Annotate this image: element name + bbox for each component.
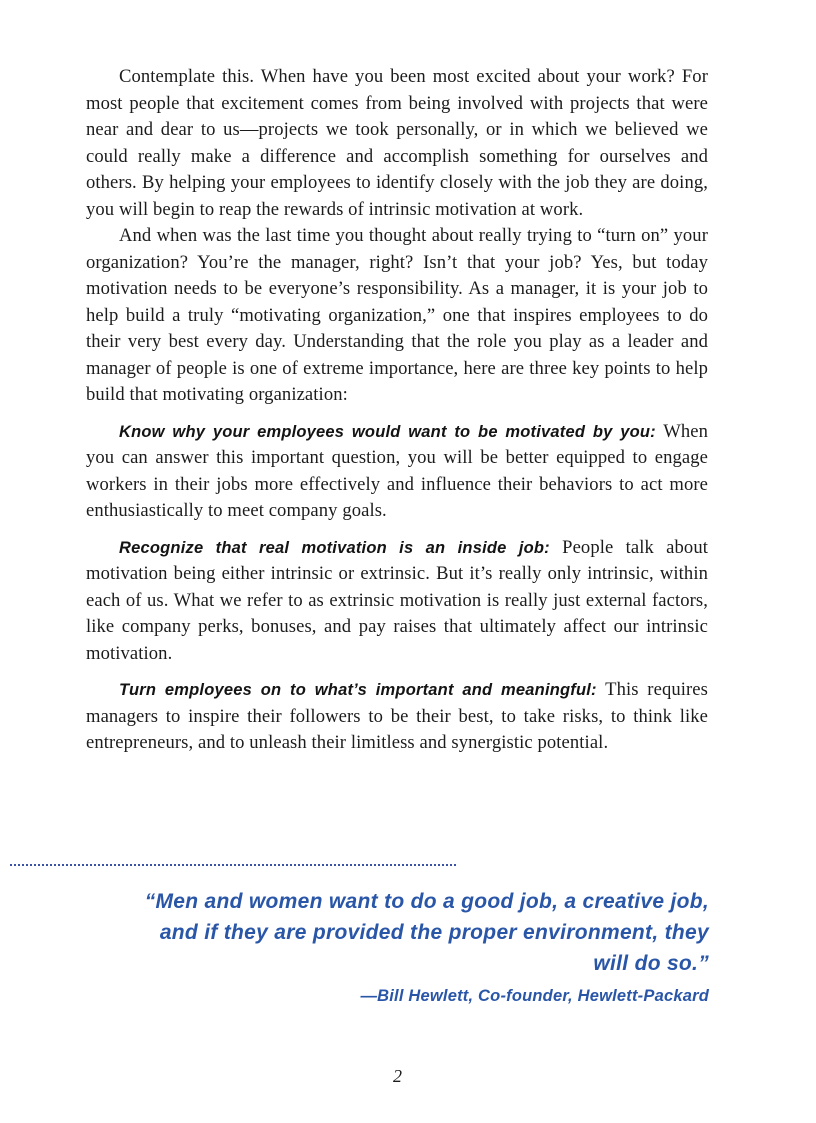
second-paragraph: And when was the last time you thought about really trying to “turn on” your organization? You’re the manager, right? Isn’t that your job? Yes, but today motivation needs to be everyone’s responsibility. As a manager, it is your job to help build a truly “motivating organization,” one that inspires employees to do their very best every day. Understanding that the role you play as a leader and manager of people is one of extreme importance, here are three key points to help build that motivating organization: bbox=[86, 225, 708, 405]
key-point-1-lead: Know why your employees would want to be motivated by you: bbox=[119, 422, 656, 441]
pull-quote bbox=[120, 886, 709, 1009]
quote-text: “Men and women want to do a good job, a creative job, and if they are provided the proper environment, they will do so.” bbox=[144, 890, 709, 975]
quote-attribution: —Bill Hewlett, Co-founder, Hewlett-Packard bbox=[360, 987, 709, 1005]
key-point-3-lead: Turn employees on to what’s important and meaningful: bbox=[119, 681, 597, 699]
key-point-1-text: When you can answer this important question, you will be better equipped to engage workers in their jobs more effectively and influence their behaviors to act more enthusiastically to meet company goals. bbox=[86, 420, 708, 521]
body-text bbox=[86, 64, 708, 757]
key-point-3 bbox=[86, 677, 708, 757]
page-number: 2 bbox=[393, 1066, 402, 1086]
intro-paragraph: Contemplate this. When have you been most excited about your work? For most people that excitement comes from being involved with projects that were near and dear to us—projects we took personally, or in which we believed we could really make a difference and accomplish something for ourselves and others. By helping your employees to identify closely with the job they are doing, you will begin to reap the rewards of intrinsic motivation at work. bbox=[86, 66, 708, 220]
key-point-2-lead: Recognize that real motivation is an inside job: bbox=[119, 538, 550, 557]
dotted-divider bbox=[10, 864, 456, 866]
key-point-2-text: People talk about motivation being either intrinsic or extrinsic. But it’s really only intrinsic, within each of us. What we refer to as extrinsic motivation is really just external factors, like company perks, bonuses, and pay raises that ultimately affect our intrinsic motivation. bbox=[86, 536, 708, 664]
key-point-2 bbox=[86, 535, 708, 668]
key-point-3-text: This requires managers to inspire their followers to be their best, to take risks, to think like entrepreneurs, and to unleash their limitless and synergistic potential. bbox=[86, 679, 708, 753]
key-point-1 bbox=[86, 419, 708, 525]
